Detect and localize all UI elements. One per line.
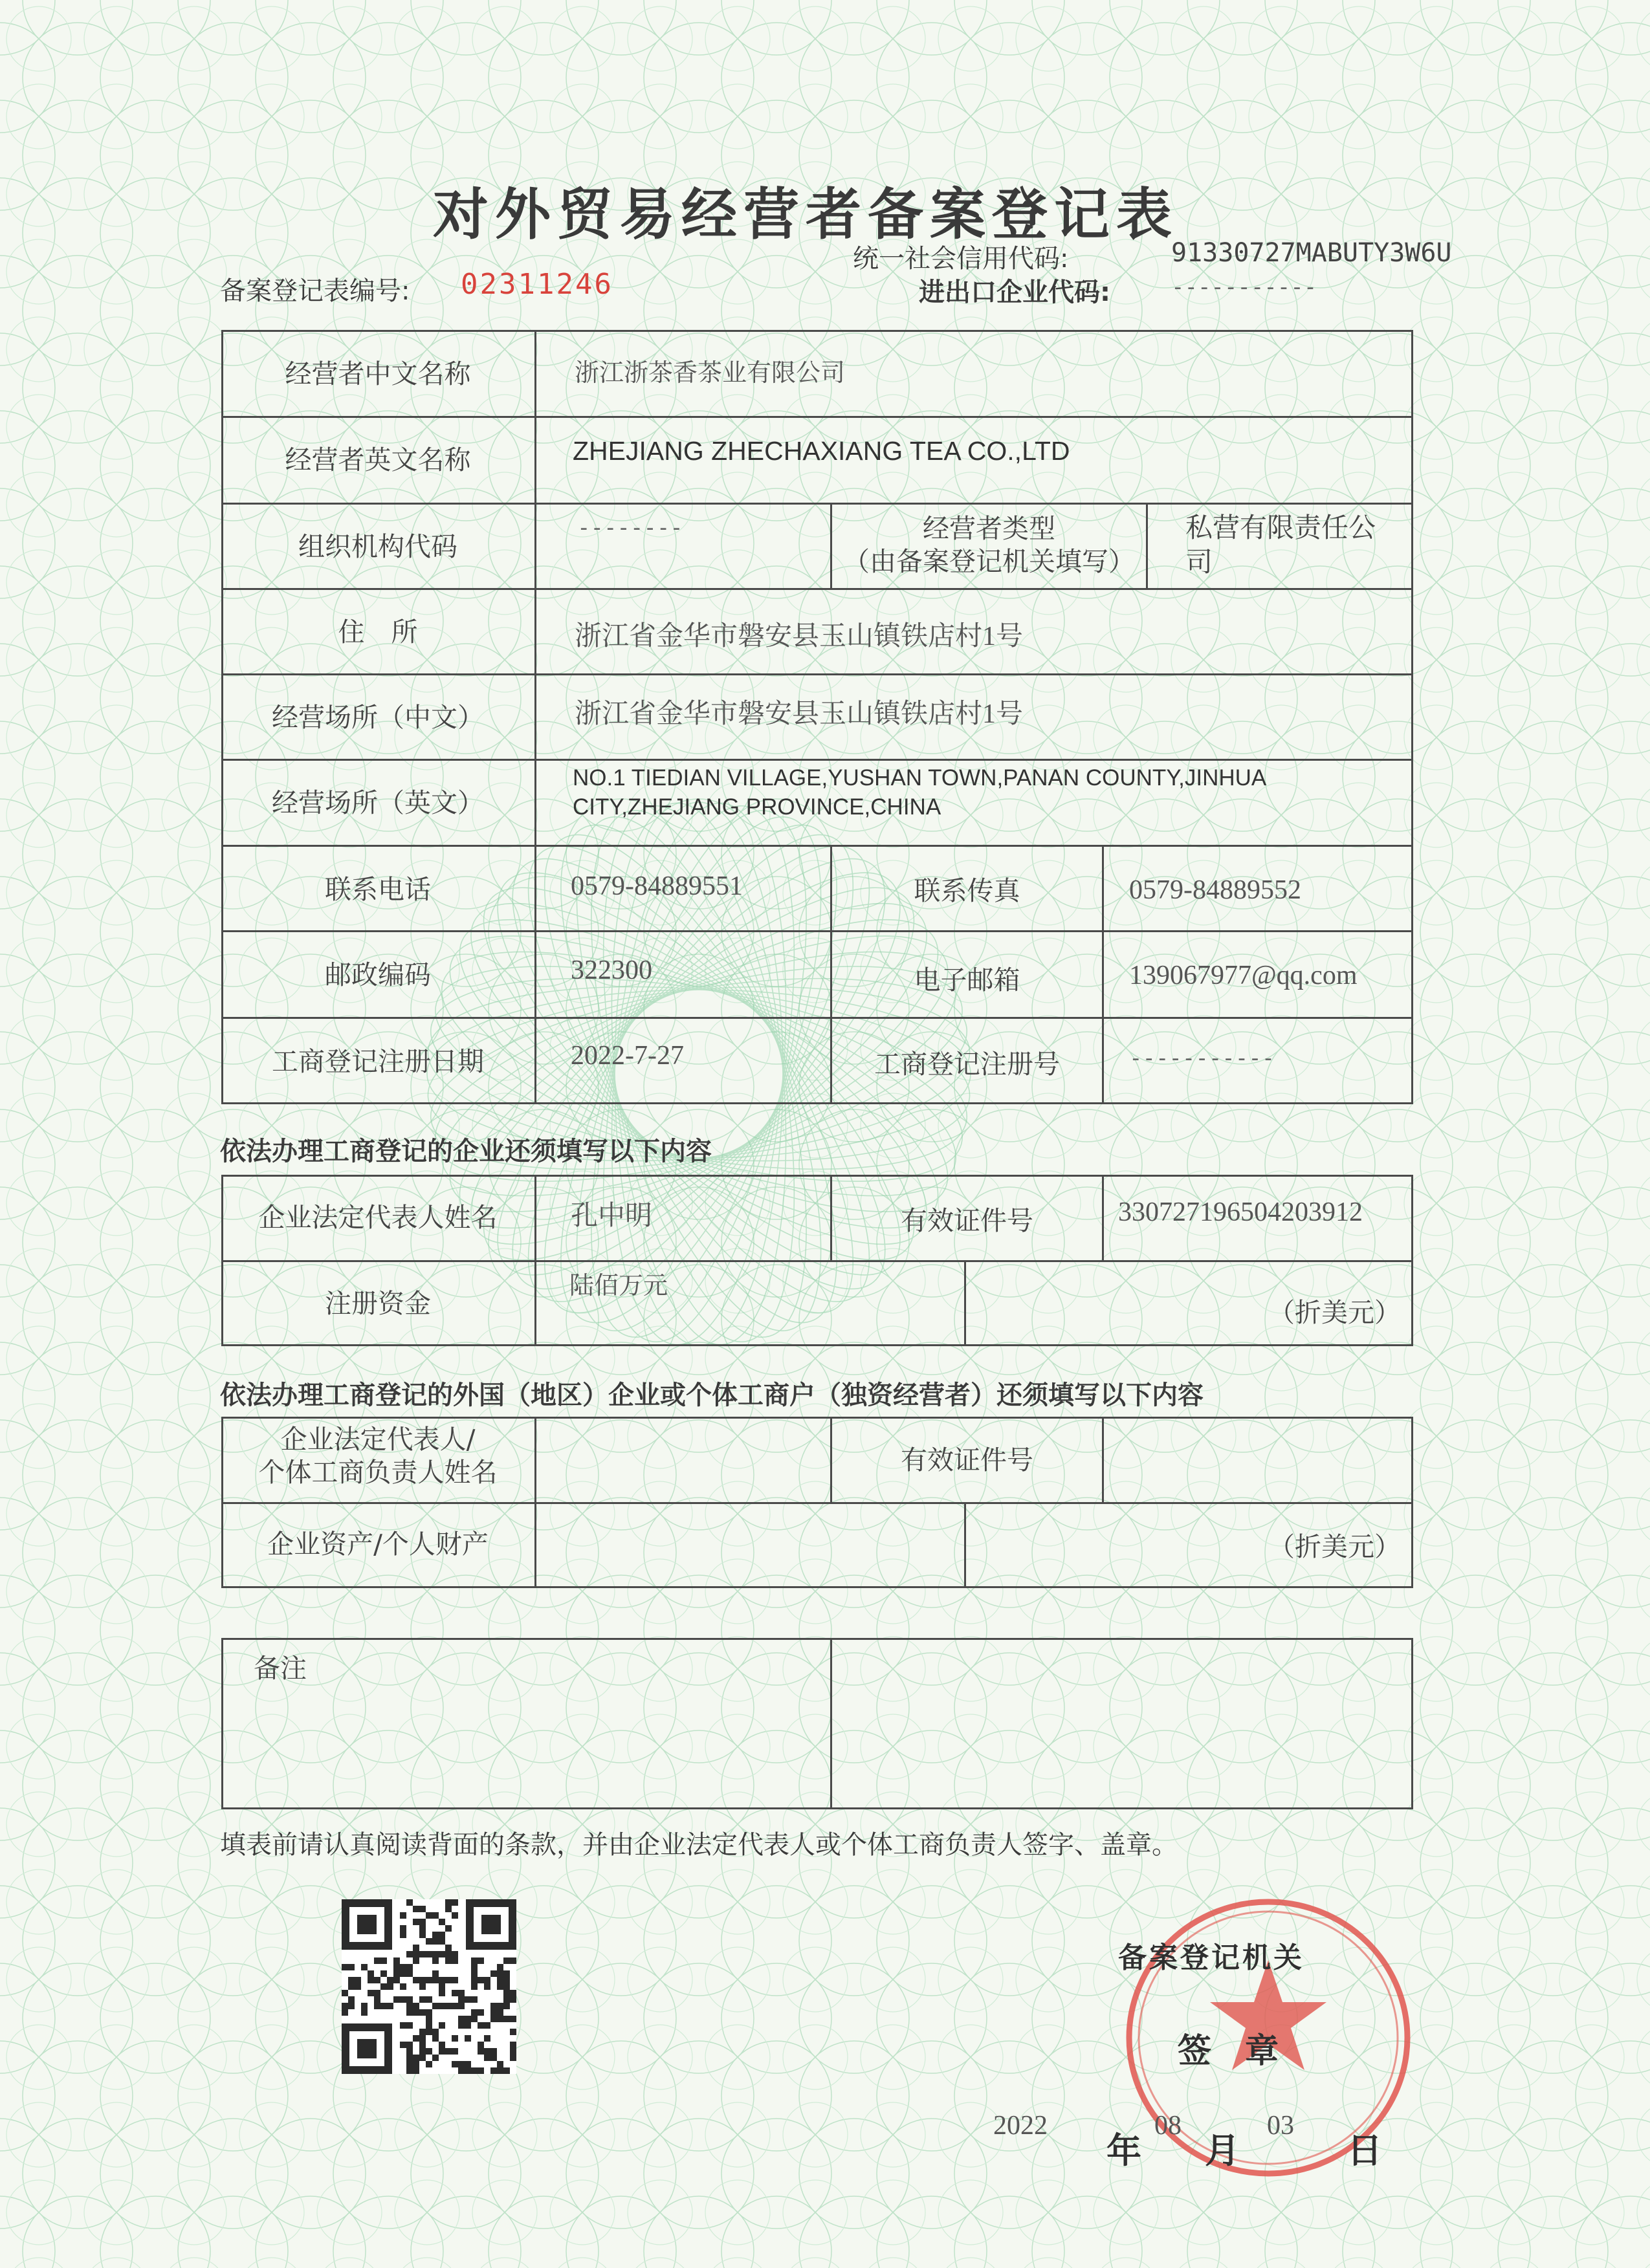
- qr-code: [342, 1899, 516, 2074]
- reg-no: -----------: [1129, 1045, 1275, 1071]
- reg-no-label: 工商登记注册号: [874, 1049, 1060, 1080]
- phone: 0579-84889551: [571, 871, 743, 901]
- section2-heading: 依法办理工商登记的企业还须填写以下内容: [220, 1137, 712, 1166]
- remarks-label: 备注: [254, 1653, 307, 1684]
- footer-note: 填表前请认真阅读背面的条款，并由企业法定代表人或个体工商负责人签字、盖章。: [220, 1830, 1178, 1860]
- type-label: [832, 512, 1146, 579]
- phone-label: 联系电话: [325, 874, 431, 905]
- authority-label: 备案登记机关: [1118, 1941, 1304, 1974]
- biz-en-line2: CITY,ZHEJIANG PROVINCE,CHINA: [573, 794, 941, 820]
- biz-cn-label: 经营场所（中文）: [272, 702, 484, 733]
- en-name-label: 经营者英文名称: [285, 444, 471, 475]
- record-no-label: 备案登记表编号:: [220, 276, 410, 306]
- biz-en-line1: NO.1 TIEDIAN VILLAGE,YUSHAN TOWN,PANAN COUNTY,JINHUA: [573, 765, 1267, 791]
- type-value-line2: 司: [1185, 545, 1213, 578]
- biz-cn: 浙江省金华市磐安县玉山镇铁店村1号: [575, 699, 1024, 729]
- fax: 0579-84889552: [1129, 875, 1301, 905]
- reg-date-label: 工商登记注册日期: [272, 1046, 484, 1077]
- legal-rep: 孔中明: [571, 1201, 653, 1231]
- type-value: [1185, 511, 1376, 579]
- foreign-rep-label-line1: 企业法定代表人/: [280, 1424, 476, 1455]
- fax-label: 联系传真: [914, 875, 1020, 906]
- org-code: --------: [577, 515, 683, 541]
- org-code-label: 组织机构代码: [298, 531, 457, 562]
- ie-code-label: 进出口企业代码:: [919, 278, 1110, 307]
- en-name: ZHEJIANG ZHECHAXIANG TEA CO.,LTD: [573, 436, 1070, 466]
- type-label-line1: 经营者类型: [923, 513, 1055, 544]
- foreign-rep-label-line2: 个体工商负责人姓名: [258, 1457, 498, 1488]
- date-year: 2022: [993, 2111, 1048, 2141]
- year-char: 年: [1106, 2130, 1141, 2171]
- sign-label: 签 章: [1178, 2032, 1279, 2071]
- reg-date: 2022-7-27: [571, 1041, 684, 1071]
- email: 139067977@qq.com: [1129, 961, 1358, 990]
- foreign-rep-label: [221, 1423, 534, 1490]
- remarks-box: [221, 1638, 1413, 1809]
- postcode-label: 邮政编码: [325, 959, 431, 990]
- id-label: 有效证件号: [901, 1205, 1033, 1236]
- capital-usd-label: （折美元）: [1268, 1297, 1401, 1328]
- date-day: 03: [1267, 2111, 1294, 2141]
- cn-name-label: 经营者中文名称: [285, 358, 471, 389]
- month-char: 月: [1205, 2130, 1240, 2171]
- type-label-line2: （由备案登记机关填写）: [843, 546, 1135, 578]
- section3-heading: 依法办理工商登记的外国（地区）企业或个体工商户（独资经营者）还须填写以下内容: [220, 1380, 1204, 1410]
- assets-usd-label: （折美元）: [1268, 1531, 1401, 1562]
- date-month: 08: [1154, 2111, 1182, 2141]
- postcode: 322300: [571, 955, 652, 985]
- record-no: 02311246: [461, 268, 613, 301]
- day-char: 日: [1347, 2130, 1382, 2171]
- legal-rep-label: 企业法定代表人姓名: [258, 1202, 498, 1233]
- credit-code-label: 统一社会信用代码:: [853, 244, 1069, 274]
- address: 浙江省金华市磐安县玉山镇铁店村1号: [575, 622, 1024, 651]
- capital-label: 注册资金: [325, 1288, 431, 1319]
- credit-code: 91330727MABUTY3W6U: [1171, 238, 1452, 268]
- document-title: 对外贸易经营者备案登记表: [433, 182, 1178, 247]
- email-label: 电子邮箱: [914, 965, 1020, 996]
- id-no: 330727196504203912: [1118, 1197, 1363, 1227]
- type-value-line1: 私营有限责任公: [1185, 512, 1376, 543]
- cn-name: 浙江浙茶香茶业有限公司: [575, 360, 846, 387]
- address-label: 住 所: [338, 616, 418, 648]
- capital: 陆佰万元: [569, 1272, 668, 1300]
- foreign-id-label: 有效证件号: [901, 1445, 1033, 1476]
- ie-code: -----------: [1171, 274, 1317, 300]
- biz-en-label: 经营场所（英文）: [272, 787, 484, 818]
- assets-label: 企业资产/个人财产: [267, 1529, 489, 1560]
